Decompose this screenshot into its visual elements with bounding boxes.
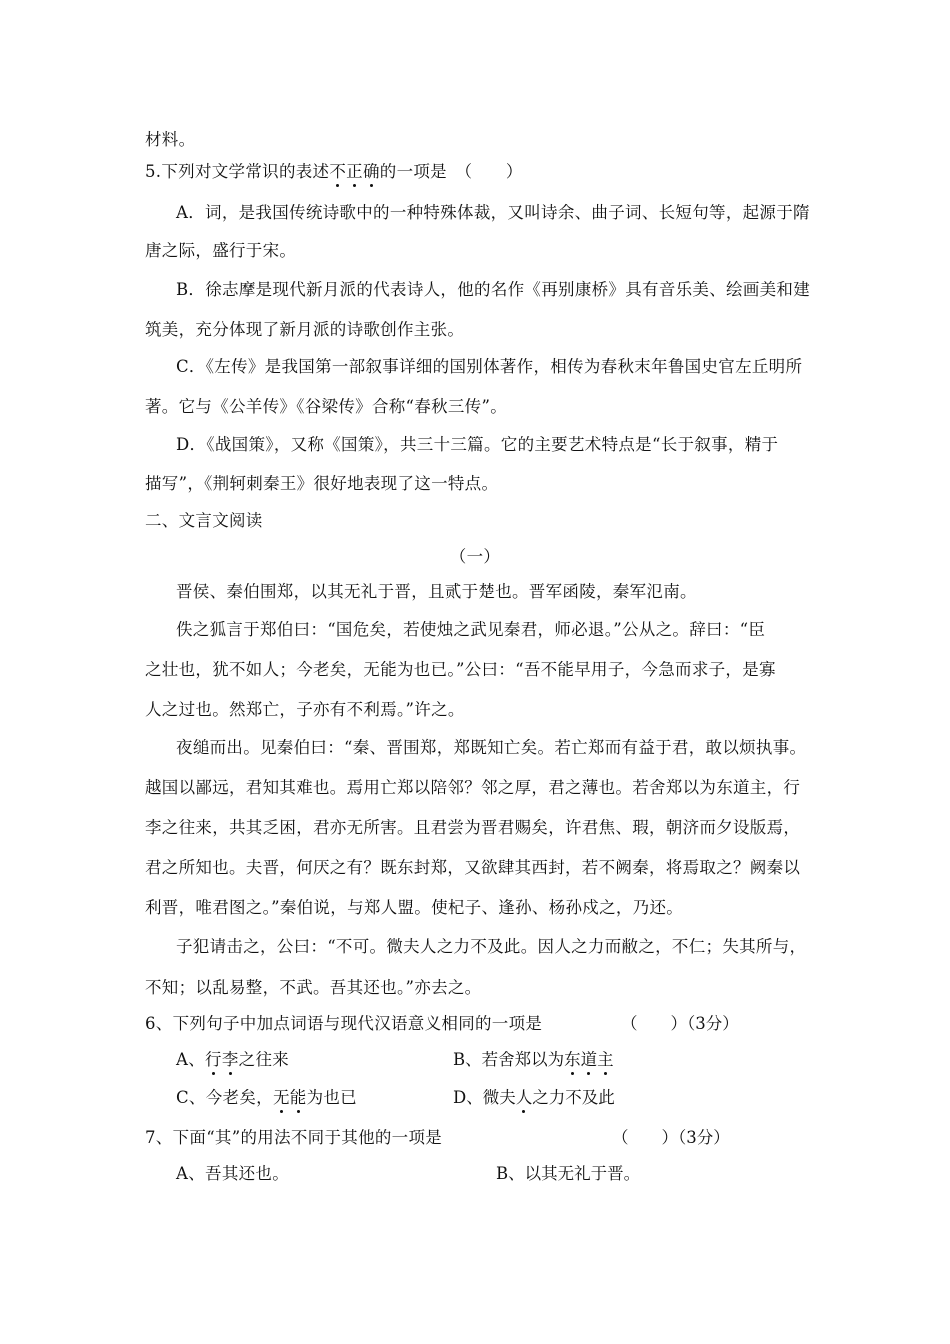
dotted-char: 无 <box>272 1088 290 1107</box>
q6-option-d <box>453 1088 615 1108</box>
passage-paragraph-4-line1: 子犯请击之，公曰：“不可。微夫人之力不及此。因人之力而敝之，不仁；失其所与， <box>176 937 807 956</box>
q6-option-a-label: A、 <box>176 1050 206 1069</box>
passage-paragraph-3-line5: 利晋，唯君图之。”秦伯说，与郑人盟。使杞子、逢孙、杨孙戍之，乃还。 <box>145 898 684 917</box>
option-a-line2: 唐之际，盛行于宋。 <box>145 241 297 260</box>
q6-option-a <box>176 1050 289 1070</box>
q6-option-d-text: D、微夫 <box>453 1088 516 1107</box>
dotted-char: 李 <box>221 1050 239 1069</box>
q5-text-end: 的一项是 （ ） <box>379 162 523 181</box>
dotted-char: 主 <box>597 1050 614 1069</box>
question-6-answer-paren: （ ）（3分） <box>621 1014 739 1033</box>
option-c-line2: 著。它与《公羊传》《谷梁传》合称“春秋三传”。 <box>145 397 508 416</box>
question-5 <box>145 162 523 182</box>
option-a-line1: A．词，是我国传统诗歌中的一种特殊体裁，又叫诗余、曲子词、长短句等，起源于隋 <box>176 203 810 222</box>
dotted-char: 能 <box>289 1088 307 1107</box>
passage-paragraph-3-line1: 夜缒而出。见秦伯曰：“秦、晋围郑，郑既知亡矣。若亡郑而有益于君，敢以烦执事。 <box>176 738 807 757</box>
dotted-char: 东 <box>564 1050 581 1069</box>
dotted-char: 正 <box>346 162 363 181</box>
passage-paragraph-2-line3: 人之过也。然郑亡，子亦有不利焉。”许之。 <box>145 700 465 719</box>
section-heading: 二、文言文阅读 <box>145 511 263 530</box>
option-b-line1: B．徐志摩是现代新月派的代表诗人，他的名作《再别康桥》具有音乐美、绘画美和建 <box>176 280 811 299</box>
dotted-char: 确 <box>362 162 380 181</box>
dotted-char: 不 <box>329 162 347 181</box>
question-6: 6、下列句子中加点词语与现代汉语意义相同的一项是 <box>145 1014 543 1033</box>
q7-option-b: B、以其无礼于晋。 <box>496 1164 641 1183</box>
q6-option-b <box>453 1050 614 1070</box>
q6-option-b-text: B、若舍郑以为 <box>453 1050 565 1069</box>
question-7: 7、下面“其”的用法不同于其他的一项是 <box>145 1128 443 1147</box>
passage-paragraph-2-line2: 之壮也，犹不如人；今老矣，无能为也已。”公曰：“吾不能早用子，今急而求子，是寡 <box>145 660 776 679</box>
passage-paragraph-3-line2: 越国以鄙远，君知其难也。焉用亡郑以陪邻？邻之厚，君之薄也。若舍郑以为东道主，行 <box>145 778 801 797</box>
q6-option-d-text-end: 之力不及此 <box>532 1088 615 1107</box>
q7-option-a: A、吾其还也。 <box>176 1164 290 1183</box>
option-c-line1: C．《左传》是我国第一部叙事详细的国别体著作，相传为春秋末年鲁国史官左丘明所 <box>176 357 803 376</box>
passage-paragraph-1: 晋侯、秦伯围郑，以其无礼于晋，且贰于楚也。晋军函陵，秦军氾南。 <box>176 582 697 601</box>
option-d-line2: 描写”，《荆轲刺秦王》很好地表现了这一特点。 <box>145 474 499 493</box>
dotted-char: 行 <box>205 1050 222 1069</box>
q6-option-c-text: C、今老矣， <box>176 1088 273 1107</box>
passage-paragraph-3-line4: 君之所知也。夫晋，何厌之有？既东封郑，又欲肆其西封，若不阙秦，将焉取之？阙秦以 <box>145 858 801 877</box>
text-line: 材料。 <box>145 130 196 149</box>
option-d-line1: D．《战国策》，又称《国策》，共三十三篇。它的主要艺术特点是“长于叙事，精于 <box>176 435 779 454</box>
passage-paragraph-4-line2: 不知；以乱易整，不武。吾其还也。”亦去之。 <box>145 978 482 997</box>
question-7-answer-paren: （ ）（3分） <box>612 1128 730 1147</box>
q6-option-a-text: 之往来 <box>238 1050 290 1069</box>
q6-option-c <box>176 1088 357 1108</box>
q6-option-c-text-end: 为也已 <box>306 1088 357 1107</box>
passage-paragraph-2-line1: 佚之狐言于郑伯曰：“国危矣，若使烛之武见秦君，师必退。”公从之。辞曰：“臣 <box>176 620 766 639</box>
passage-paragraph-3-line3: 李之往来，共其乏困，君亦无所害。且君尝为晋君赐矣，许君焦、瑕，朝济而夕设版焉， <box>145 818 801 837</box>
dotted-char: 道 <box>580 1050 598 1069</box>
q5-text: 5.下列对文学常识的表述 <box>145 162 330 181</box>
subsection-heading: （一） <box>449 547 501 566</box>
dotted-char: 人 <box>515 1088 533 1107</box>
option-b-line2: 筑美，充分体现了新月派的诗歌创作主张。 <box>145 320 465 339</box>
